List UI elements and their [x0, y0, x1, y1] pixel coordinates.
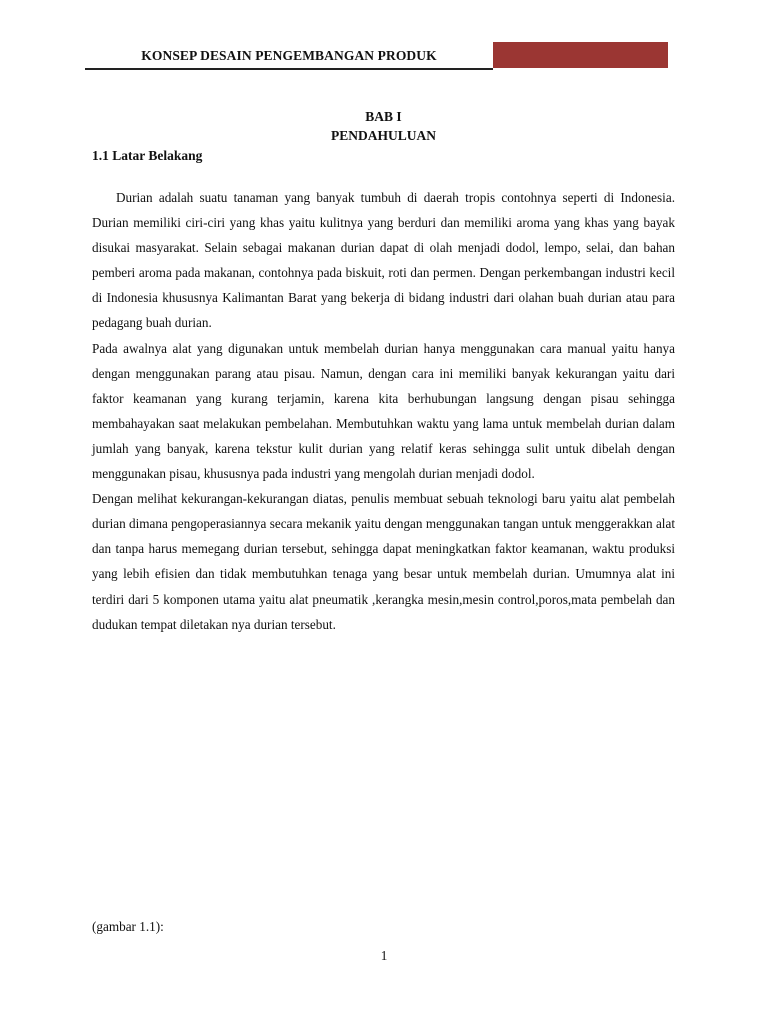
section-heading: 1.1 Latar Belakang: [92, 148, 203, 163]
header-accent-bar: [493, 42, 668, 68]
page-header: [85, 42, 668, 70]
paragraph: Pada awalnya alat yang digunakan untuk membelah durian hanya menggunakan cara manual yaitu hanya dengan menggunakan parang atau pisau. Namun, dengan cara ini memiliki banyak kekurangan yaitu dari faktor keamanan yang kurang terjamin, karena kita berhubungan langsung dengan pisau sehingga membahayakan saat melakukan pembelahan. Membutuhkan waktu yang lama untuk membelah durian dalam jumlah yang banyak, karena tekstur kulit durian yang relatif keras sehingga sulit untuk dibelah dengan menggunakan pisau, khususnya pada industri yang mengolah durian menjadi dodol.: [92, 340, 675, 482]
header-underline: [85, 68, 493, 70]
body-text: [92, 185, 675, 637]
header-title: KONSEP DESAIN PENGEMBANGAN PRODUK: [141, 48, 437, 63]
paragraph: Durian adalah suatu tanaman yang banyak tumbuh di daerah tropis contohnya seperti di Indonesia. Durian memiliki ciri-ciri yang khas yaitu kulitnya yang berduri dan memiliki aroma yang khas yang bayak disukai masyarakat. Selain sebagai makanan durian dapat di olah menjadi dodol, lempo, selai, dan bahan pemberi aroma pada makanan, contohnya pada biskuit, roti dan permen. Dengan perkembangan industri kecil di Indonesia khususnya Kalimantan Barat yang bekerja di bidang industri dari olahan buah durian atau para pedagang buah durian.: [92, 190, 675, 331]
page-number: 1: [380, 948, 388, 963]
chapter-title: PENDAHULUAN: [330, 128, 436, 143]
paragraph: Dengan melihat kekurangan-kekurangan diatas, penulis membuat sebuah teknologi baru yaitu alat pembelah durian dimana pengoperasiannya secara mekanik yaitu dengan menggunakan tangan untuk menggerakkan alat dan tanpa harus memegang durian tersebut, sehingga dapat meningkatkan faktor keamanan, waktu produksi yang lebih efisien dan tidak membutuhkan tenaga yang besar untuk membelah durian. Umumnya alat ini terdiri dari 5 komponen utama yaitu alat pneumatik ,kerangka mesin,mesin control,poros,mata pembelah dan dudukan tempat diletakan nya durian tersebut.: [92, 491, 675, 632]
figure-caption: (gambar 1.1):: [92, 919, 164, 934]
chapter-number: BAB I: [365, 109, 402, 124]
